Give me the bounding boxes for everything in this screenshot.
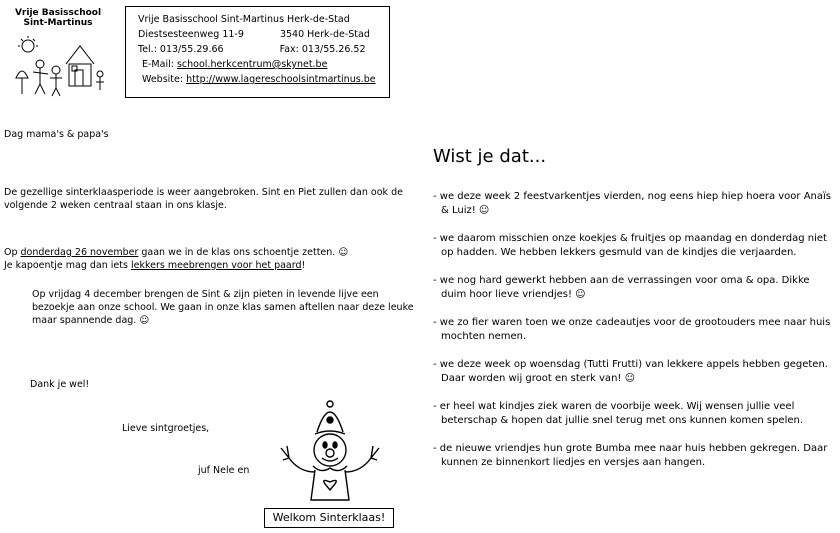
list-item: - we nog hard gewerkt hebben aan de verrassingen voor oma & opa. Dikke duim hoor lieve vriendjes! ☺ [433,275,810,300]
email-label: E-Mail: [142,59,174,70]
website-label: Website: [142,74,184,85]
bumba-clown-drawing [275,398,385,508]
wist-je-dat-list [433,190,833,484]
school-contact-box [125,6,390,98]
list-item: - we daarom misschien onze koekjes & fruitjes op maandag en donderdag niet op hadden. We hebben lekkers gesmuld van de kindjes die verjaarden. [433,233,827,258]
list-item: - we zo fier waren toen we onze cadeautjes voor de grootouders mee naar huis mochten nemen. [433,317,831,342]
list-item: - er heel wat kindjes ziek waren de voorbije week. Wij wensen jullie veel beterschap & hopen dat jullie snel terug met ons kunnen komen spelen. [433,401,804,426]
city: 3540 Herk-de-Stad [279,29,370,40]
shoe-paragraph: Op donderdag 26 november gaan we in de klas ons schoentje zetten. ☺ Je kapoentje mag dan iets lekkers meebrengen voor het paard! [4,247,349,271]
shoe-date: donderdag 26 november [20,247,139,258]
school-name: Vrije Basisschool Sint-Martinus Herk-de-Stad [138,14,350,25]
street-address: Diestsesteenweg 11-9 [138,29,244,40]
wist-je-dat-title: Wist je dat... [433,146,547,167]
logo-title-line2: Sint-Martinus [23,18,93,28]
logo-title-line1: Vrije Basisschool [14,8,102,18]
phone-number: Tel.: 013/55.29.66 [138,44,224,55]
welcome-sinterklaas-banner: Welkom Sinterklaas! [264,508,394,528]
signature-text: juf Nele en [198,465,250,476]
list-item: - we deze week 2 feestvarkentjes vierden, nog eens hiep hiep hoera voor Anaïs & Luiz! ☺ [433,191,831,216]
website-link[interactable]: http://www.lagereschoolsintmartinus.be [186,74,376,85]
list-item: - we deze week op woensdag (Tutti Frutti) van lekkere appels hebben gegeten. Daar worden wij groot en sterk van! ☺ [433,359,828,384]
greeting: Dag mama's & papa's [4,129,109,140]
list-item: - de nieuwe vriendjes hun grote Bumba mee naar huis hebben gekregen. Daar kunnen ze binnenkort liedjes en versjes aan hangen. [433,443,828,468]
fax-number: Fax: 013/55.26.52 [279,44,366,55]
email-link[interactable]: school.herkcentrum@skynet.be [176,59,328,70]
visit-paragraph: Op vrijdag 4 december brengen de Sint & zijn pieten in levende lijve een bezoekje aan onze school. We gaan in onze klas samen aftellen naar deze leuke maar spannende dag. ☺ [32,289,414,326]
school-logo-drawing [8,4,108,104]
horse-treat: lekkers meebrengen voor het paard [130,260,302,271]
intro-paragraph: De gezellige sinterklaasperiode is weer aangebroken. Sint en Piet zullen dan ook de volgende 2 weken centraal staan in ons klasje. [4,187,403,211]
thanks-text: Dank je wel! [30,379,90,390]
closing-text: Lieve sintgroetjes, [122,423,210,434]
